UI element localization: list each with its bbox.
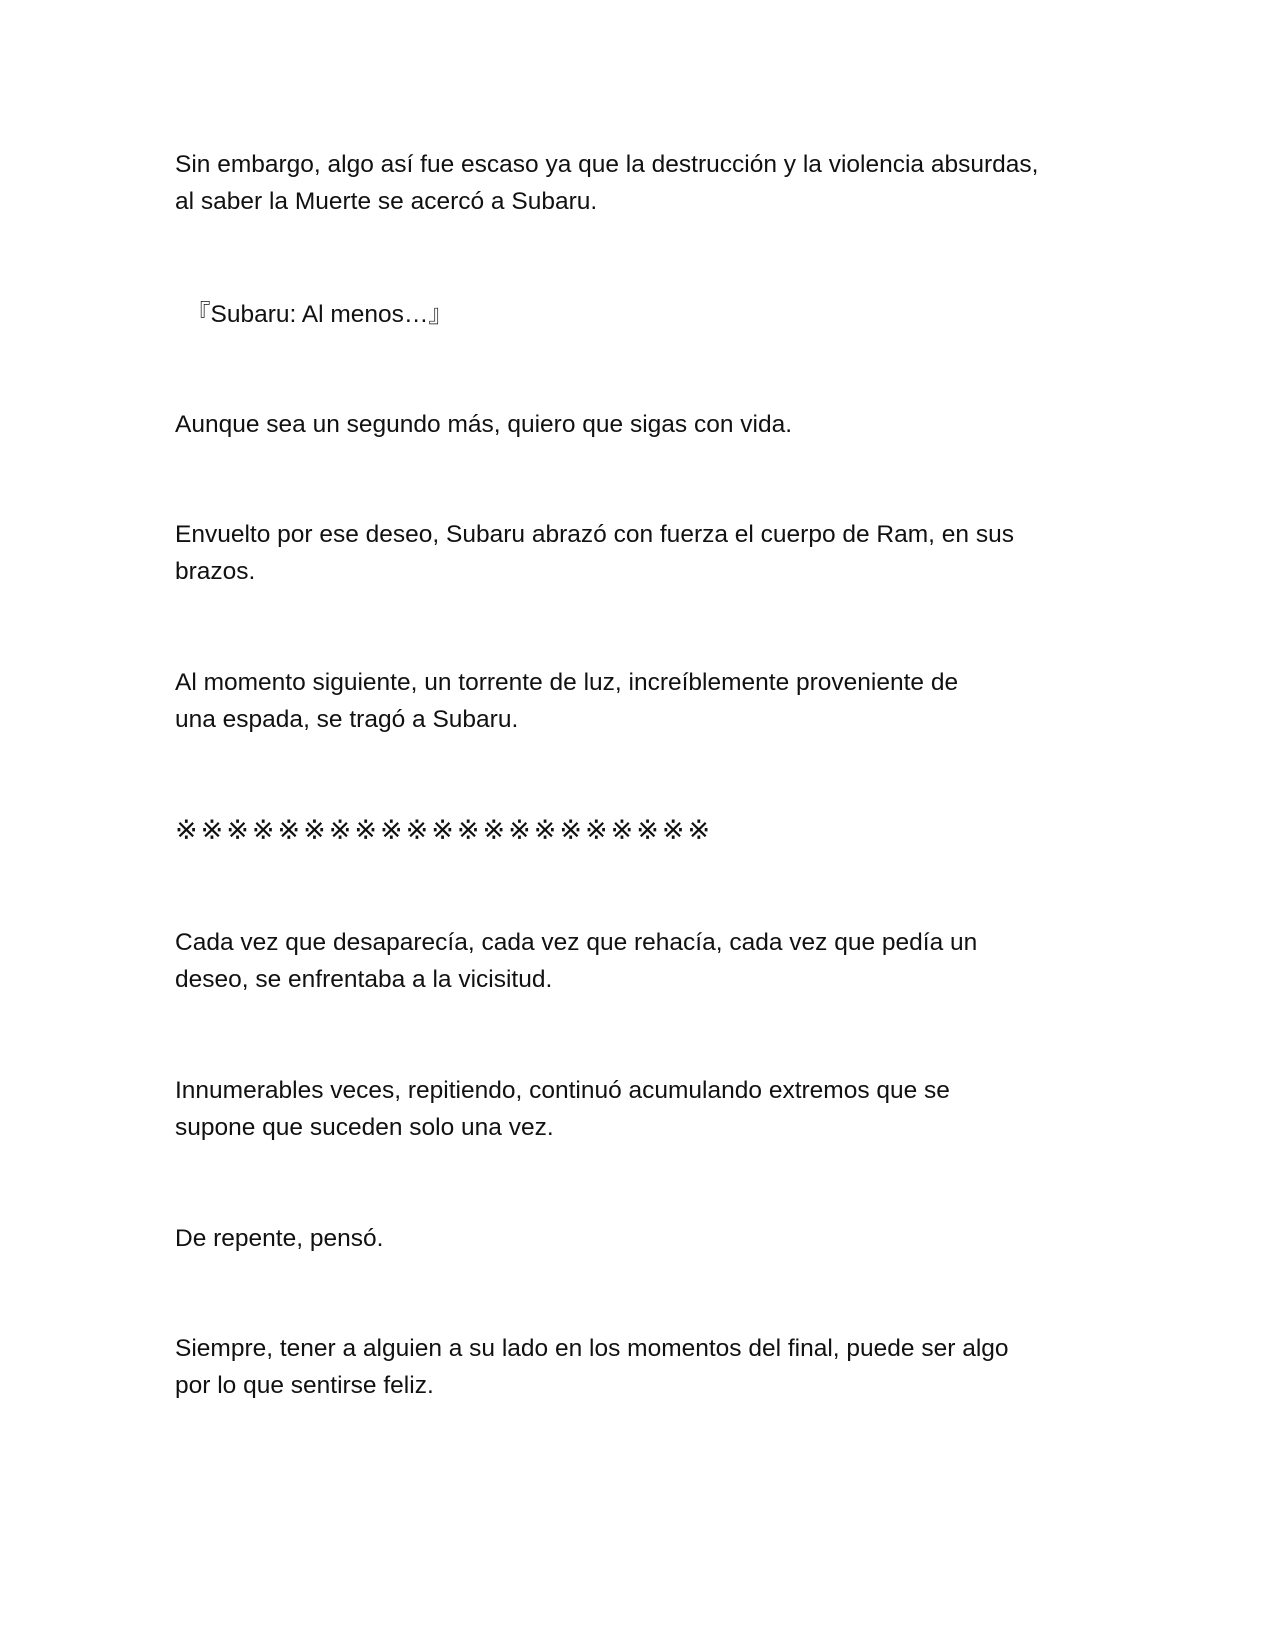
paragraph-line: Siempre, tener a alguien a su lado en los momentos del final, puede ser algo (175, 1335, 1009, 1362)
paragraph-10 (175, 1330, 1105, 1404)
paragraph-line: deseo, se enfrentaba a la vicisitud. (175, 966, 553, 993)
scene-break-separator (175, 812, 1105, 849)
paragraph-1 (175, 146, 1105, 220)
paragraph-8 (175, 1072, 1105, 1146)
paragraph-9 (175, 1220, 1105, 1257)
paragraph-line: supone que suceden solo una vez. (175, 1114, 554, 1141)
paragraph-line: 『Subaru: Al menos…』 (186, 301, 453, 328)
paragraph-3 (175, 406, 1105, 443)
paragraph-line: Aunque sea un segundo más, quiero que sigas con vida. (175, 411, 793, 438)
separator-marks: ※※※※※※※※※※※※※※※※※※※※※ (175, 815, 714, 846)
paragraph-line: Sin embargo, algo así fue escaso ya que la destrucción y la violencia absurdas, (175, 151, 1039, 178)
paragraph-line: Innumerables veces, repitiendo, continuó acumulando extremos que se (175, 1077, 950, 1104)
dialogue-line (186, 296, 1116, 333)
paragraph-line: De repente, pensó. (175, 1225, 384, 1252)
paragraph-line: Envuelto por ese deseo, Subaru abrazó con fuerza el cuerpo de Ram, en sus (175, 521, 1014, 548)
paragraph-line: al saber la Muerte se acercó a Subaru. (175, 188, 598, 215)
paragraph-line: una espada, se tragó a Subaru. (175, 706, 519, 733)
paragraph-line: brazos. (175, 558, 256, 585)
paragraph-line: Al momento siguiente, un torrente de luz, increíblemente proveniente de (175, 669, 959, 696)
paragraph-7 (175, 924, 1105, 998)
paragraph-5 (175, 664, 1105, 738)
paragraph-line: por lo que sentirse feliz. (175, 1372, 434, 1399)
paragraph-4 (175, 516, 1105, 590)
paragraph-line: Cada vez que desaparecía, cada vez que rehacía, cada vez que pedía un (175, 929, 978, 956)
